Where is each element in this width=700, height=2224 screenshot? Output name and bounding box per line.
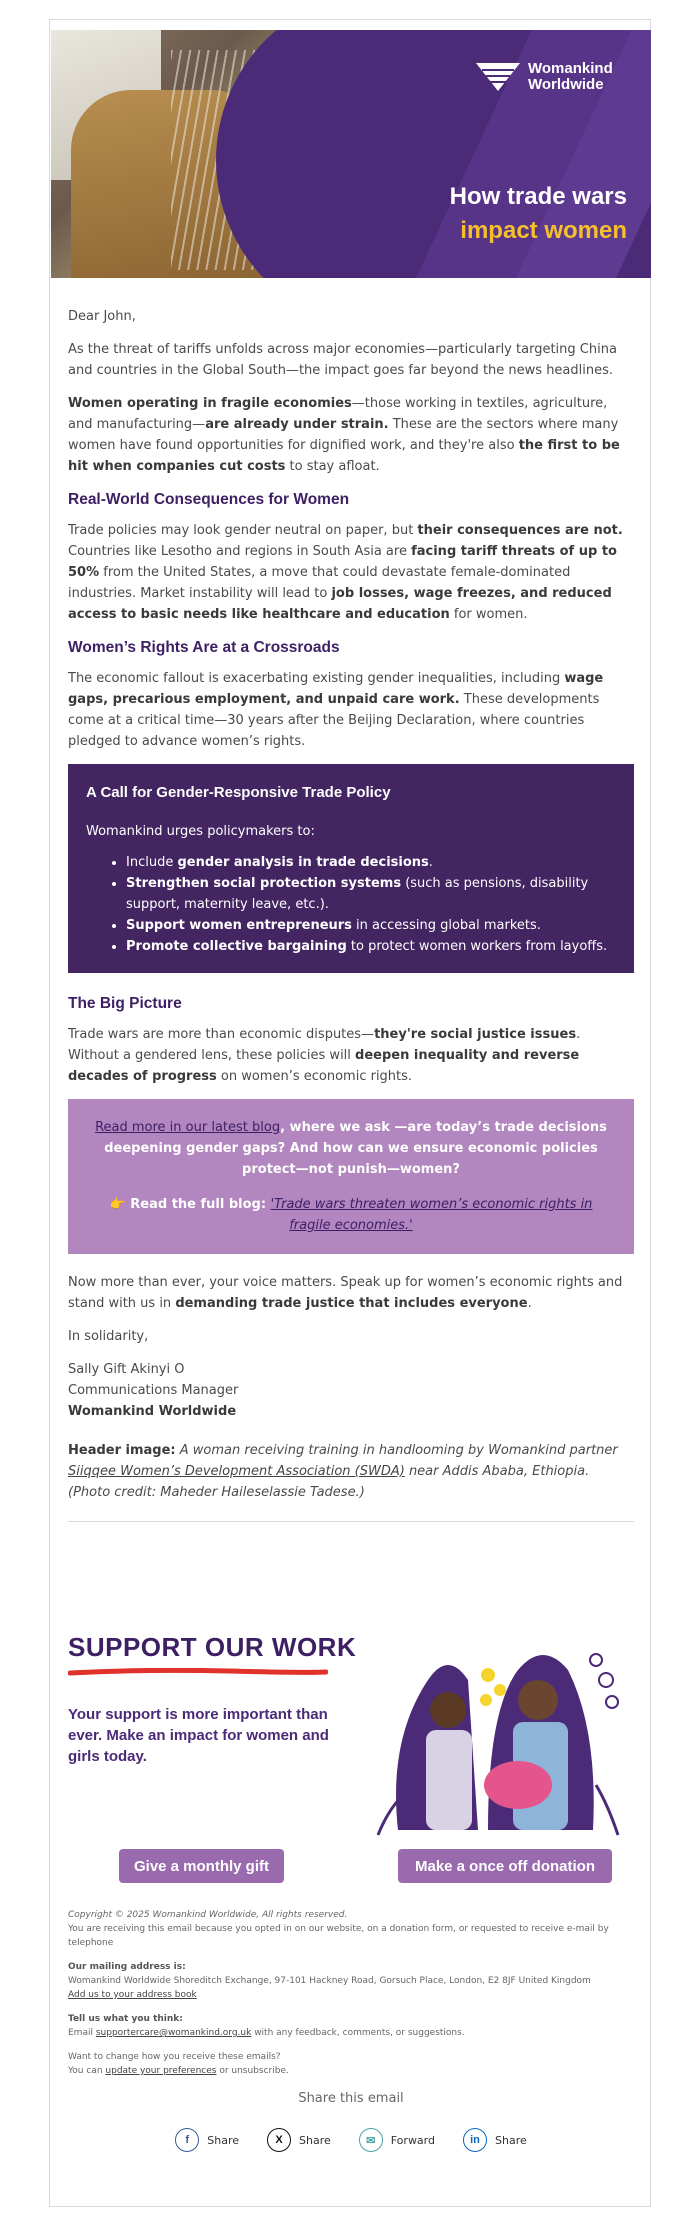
share-title: Share this email [298, 2091, 404, 2106]
support-text: Your support is more important than ever. Make an impact for women and girls today. [68, 1706, 329, 1765]
address-label: Our mailing address is: [68, 1962, 186, 1972]
share-bar [50, 2128, 652, 2152]
footer [68, 1908, 634, 2088]
header-title-line1: How trade wars [449, 183, 627, 210]
footer-preferences-block: Want to change how you receive these emails? You can update your preferences or unsubscribe. [68, 2052, 289, 2076]
callout-title: A Call for Gender-Responsive Trade Policy [86, 784, 391, 801]
full-blog-line [92, 1194, 610, 1236]
list-item: • Include gender analysis in trade decisions. [126, 852, 616, 873]
share-label: Share [299, 2133, 331, 2147]
forward-email-button[interactable] [359, 2128, 435, 2152]
swda-link[interactable]: Siiqqee Women’s Development Association (SWDA) [68, 1464, 405, 1479]
copyright: Copyright © 2025 Womankind Worldwide, All rights reserved. [68, 1910, 348, 1920]
callout-lead: Womankind urges policymakers to: [86, 824, 315, 839]
paragraph-big-picture: Trade wars are more than economic disputes—they're social justice issues. Without a gendered lens, these policies will deepen inequality and reverse decades of progress on women’s economic rights. [68, 1027, 581, 1084]
share-facebook-button[interactable] [175, 2128, 239, 2152]
image-credit: Header image: A woman receiving training in handlooming by Womankind partner Siiqqee Women’s Development Association (SWDA) near Addis Ababa, Ethiopia. (Photo credit: Maheder Haileselassie Tadese.) [68, 1443, 618, 1500]
closing: In solidarity, [68, 1329, 149, 1344]
email-card [49, 19, 651, 2207]
feedback-label: Tell us what you think: [68, 2014, 183, 2024]
greeting: Dear John, [68, 309, 136, 324]
support-email-link[interactable]: supportercare@womankind.org.uk [95, 2028, 252, 2038]
brush-underline-icon [68, 1668, 328, 1676]
paragraph-consequences: Trade policies may look gender neutral on paper, but their consequences are not. Countries like Lesotho and regions in South Asia are facing tariff threats of up to 50% from the United States, a move that could devastate female-dominated industries. Market instability will lead to job losses, wage freezes, and reduced access to basic needs like healthcare and education for women. [68, 523, 623, 622]
footer-copyright-block [68, 1908, 634, 1950]
signature-role: Communications Manager [68, 1383, 239, 1398]
share-linkedin-button[interactable] [463, 2128, 527, 2152]
list-item: • Support women entrepreneurs in accessing global markets. [126, 915, 616, 936]
share-label: Forward [390, 2133, 435, 2147]
heading-consequences: Real-World Consequences for Women [68, 491, 350, 508]
signature-org: Womankind Worldwide [68, 1404, 237, 1419]
update-preferences-link[interactable]: update your preferences [105, 2066, 217, 2076]
paragraph-fragile-economies: Women operating in fragile economies—those working in textiles, agriculture, and manufacturing—are already under strain. These are the sectors where many women have found opportunities for dignified work, and they're also the first to be hit when companies cut costs to stay afloat. [68, 396, 620, 474]
full-blog-label: 👉 Read the full blog: [109, 1197, 271, 1212]
header-title-line2: impact women [460, 217, 627, 244]
share-x-button[interactable] [267, 2128, 331, 2152]
email-body [68, 306, 634, 1522]
blog-question: , where we ask —are today’s trade decisions deepening gender gaps? And how can we ensure economic policies protect—not punish—women? [104, 1120, 607, 1177]
signature [68, 1359, 634, 1422]
blog-intro [92, 1117, 610, 1180]
intro-paragraph: As the threat of tariffs unfolds across major economies—particularly targeting China and countries in the Global South—the impact goes far beyond the news headlines. [68, 342, 617, 378]
facebook-icon: f [175, 2128, 199, 2152]
header-title [450, 180, 627, 248]
logo-mark-icon [476, 61, 520, 93]
full-blog-link[interactable]: 'Trade wars threaten women’s economic rights in fragile economies.' [270, 1197, 593, 1233]
support-illustration [368, 1620, 628, 1850]
signature-name: Sally Gift Akinyi O [68, 1362, 185, 1377]
monthly-gift-button[interactable]: Give a monthly gift [119, 1849, 284, 1883]
blog-callout-box [68, 1099, 634, 1254]
paragraph-voice: Now more than ever, your voice matters. Speak up for women’s economic rights and stand with us in demanding trade justice that includes everyone. [68, 1275, 623, 1311]
support-title: SUPPORT OUR WORK [68, 1632, 357, 1662]
list-item: • Promote collective bargaining to protect women workers from layoffs. [126, 936, 616, 957]
logo-line1: Womankind [528, 60, 613, 77]
once-off-donation-button[interactable]: Make a once off donation [398, 1849, 612, 1883]
header-banner [51, 30, 651, 278]
paragraph-rights: The economic fallout is exacerbating existing gender inequalities, including wage gaps, precarious employment, and unpaid care work. These developments come at a critical time—30 years after the Beijing Declaration, where countries pledged to advance women’s rights. [68, 671, 604, 749]
preferences-question: Want to change how you receive these emails? [68, 2052, 281, 2062]
womankind-logo[interactable] [476, 61, 613, 93]
linkedin-icon: in [463, 2128, 487, 2152]
policy-callout-box [68, 764, 634, 973]
list-item: • Strengthen social protection systems (such as pensions, disability support, maternity leave, etc.). [126, 873, 616, 915]
share-label: Share [207, 2133, 239, 2147]
footer-feedback-block: Tell us what you think: Email supportercare@womankind.org.uk with any feedback, comments, or suggestions. [68, 2014, 465, 2038]
logo-line2: Worldwide [528, 76, 604, 93]
policy-list [126, 852, 616, 957]
mailing-address: Womankind Worldwide Shoreditch Exchange, 97-101 Hackney Road, Gorsuch Place, London, E2 8JF United Kingdom [68, 1976, 591, 1986]
heading-big-picture: The Big Picture [68, 995, 182, 1012]
footer-address-block [68, 1960, 634, 2002]
logo-text [528, 61, 613, 93]
heading-rights: Women’s Rights Are at a Crossroads [68, 639, 340, 656]
address-book-link[interactable]: Add us to your address book [68, 1990, 197, 2000]
divider [68, 1521, 634, 1522]
email-icon: ✉ [359, 2128, 383, 2152]
share-label: Share [495, 2133, 527, 2147]
opt-in-reason: You are receiving this email because you opted in on our website, on a donation form, or requested to receive e-mail by telephone [68, 1924, 609, 1948]
support-section [68, 1620, 634, 1870]
blog-link[interactable]: Read more in our latest blog [95, 1120, 281, 1135]
x-icon: X [267, 2128, 291, 2152]
